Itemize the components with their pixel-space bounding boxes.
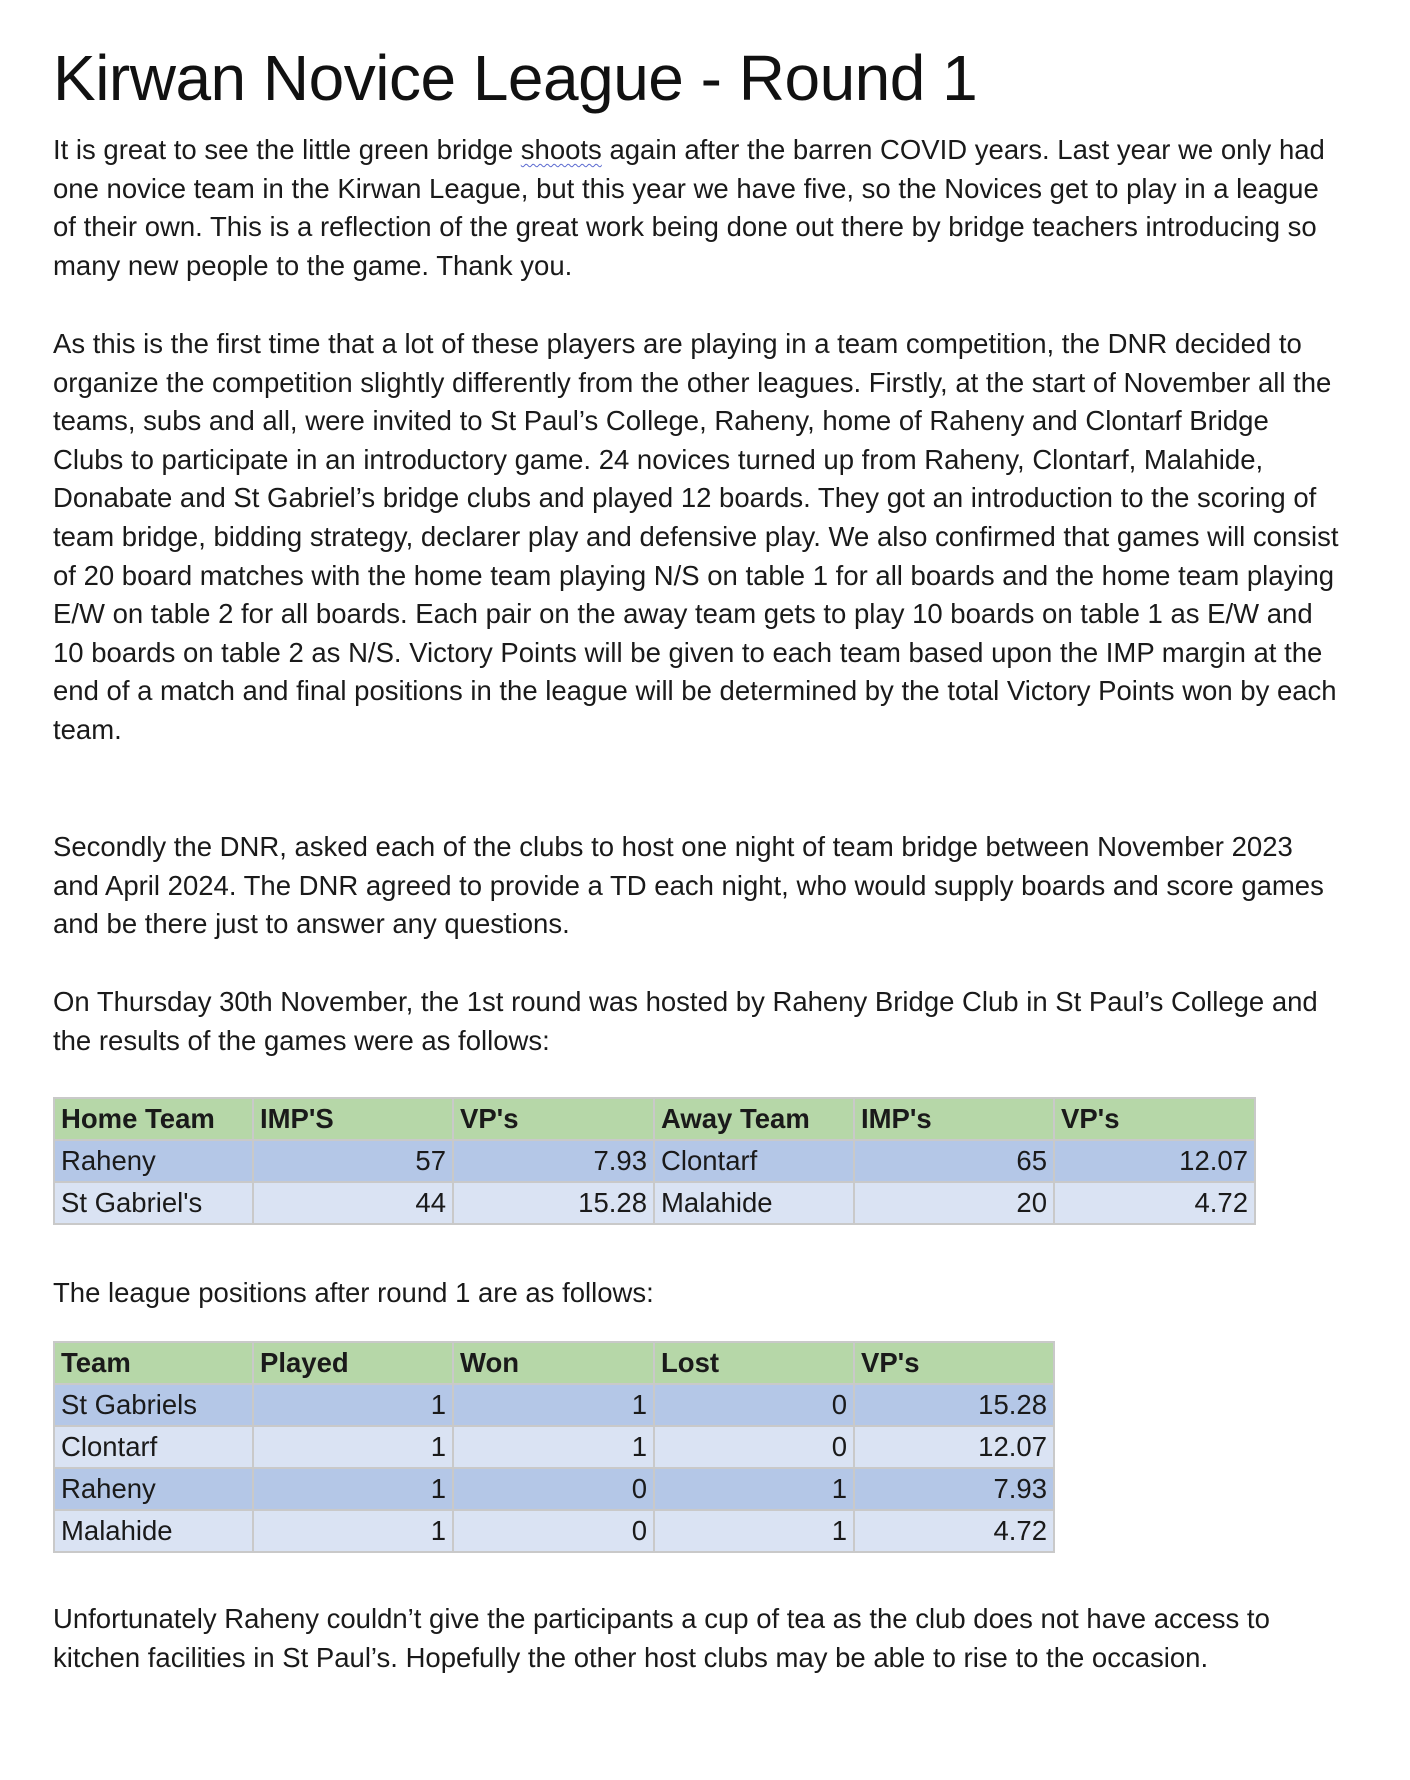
results-header-cell: VP's xyxy=(453,1098,654,1140)
home-team-cell: Raheny xyxy=(54,1140,253,1182)
paragraph-round1-intro: On Thursday 30th November, the 1st round was hosted by Raheny Bridge Club in St Paul’s College and the results of the games were as follows: xyxy=(53,986,1318,1056)
results-header-cell: VP's xyxy=(1054,1098,1255,1140)
paragraph-intro-text-b: again after the barren COVID years. Last year we only had one novice team in the Kirwan League, but this year we have five, so the Novices get to play in a league of their own. This is a reflection of the great work being done out there by bridge teachers introducing so many new people to the game. Thank you. xyxy=(53,134,1325,281)
played-cell: 1 xyxy=(253,1384,453,1426)
league-header-cell: Won xyxy=(453,1342,654,1384)
team-cell: Clontarf xyxy=(54,1426,253,1468)
team-cell: Raheny xyxy=(54,1468,253,1510)
home-imps-cell: 57 xyxy=(253,1140,453,1182)
vps-cell: 12.07 xyxy=(854,1426,1054,1468)
results-header-cell: Away Team xyxy=(654,1098,854,1140)
home-imps-cell: 44 xyxy=(253,1182,453,1224)
lost-cell: 0 xyxy=(654,1426,854,1468)
paragraph-hosting: Secondly the DNR, asked each of the clubs to host one night of team bridge between November 2023 and April 2024. The DNR agreed to provide a TD each night, who would supply boards and score games and be there just to answer any questions. xyxy=(53,831,1324,940)
results-header-cell: IMP's xyxy=(854,1098,1054,1140)
league-header-cell: Lost xyxy=(654,1342,854,1384)
away-imps-cell: 20 xyxy=(854,1182,1054,1224)
table-row xyxy=(54,1510,1054,1552)
paragraph-organization: As this is the first time that a lot of these players are playing in a team competition, the DNR decided to organize the competition slightly differently from the other leagues. Firstly, at the start of November all the teams, subs and all, were invited to St Paul’s College, Raheny, home of Raheny and Clontarf Bridge Clubs to participate in an introductory game. 24 novices turned up from Raheny, Clontarf, Malahide, Donabate and St Gabriel’s bridge clubs and played 12 boards. They got an introduction to the scoring of team bridge, bidding strategy, declarer play and defensive play. We also confirmed that games will consist of 20 board matches with the home team playing N/S on table 1 for all boards and the home team playing E/W on table 2 for all boards. Each pair on the away team gets to play 10 boards on table 1 as E/W and 10 boards on table 2 as N/S. Victory Points will be given to each team based upon the IMP margin at the end of a match and final positions in the league will be determined by the total Victory Points won by each team. xyxy=(53,328,1339,745)
table-row xyxy=(54,1182,1255,1224)
paragraph-league-intro: The league positions after round 1 are as follows: xyxy=(53,1277,654,1308)
results-header-cell: IMP'S xyxy=(253,1098,453,1140)
vps-cell: 7.93 xyxy=(854,1468,1054,1510)
away-team-cell: Malahide xyxy=(654,1182,854,1224)
team-cell: Malahide xyxy=(54,1510,253,1552)
league-header-cell: Team xyxy=(54,1342,253,1384)
home-vps-cell: 15.28 xyxy=(453,1182,654,1224)
vps-cell: 4.72 xyxy=(854,1510,1054,1552)
lost-cell: 1 xyxy=(654,1510,854,1552)
lost-cell: 0 xyxy=(654,1384,854,1426)
lost-cell: 1 xyxy=(654,1468,854,1510)
away-vps-cell: 4.72 xyxy=(1054,1182,1255,1224)
spellcheck-flagged-word[interactable]: shoots xyxy=(520,134,602,165)
team-cell: St Gabriels xyxy=(54,1384,253,1426)
table-row xyxy=(54,1426,1054,1468)
league-header-cell: Played xyxy=(253,1342,453,1384)
won-cell: 1 xyxy=(453,1426,654,1468)
table-row xyxy=(54,1140,1255,1182)
played-cell: 1 xyxy=(253,1510,453,1552)
played-cell: 1 xyxy=(253,1426,453,1468)
away-team-cell: Clontarf xyxy=(654,1140,854,1182)
paragraph-intro-text-a: It is great to see the little green bridge xyxy=(53,134,521,165)
results-table xyxy=(53,1097,1256,1225)
league-header-cell: VP's xyxy=(854,1342,1054,1384)
league-header-row xyxy=(54,1342,1054,1384)
results-header-row xyxy=(54,1098,1255,1140)
results-header-cell: Home Team xyxy=(54,1098,253,1140)
home-vps-cell: 7.93 xyxy=(453,1140,654,1182)
paragraph-intro xyxy=(53,131,1343,285)
vps-cell: 15.28 xyxy=(854,1384,1054,1426)
league-table xyxy=(53,1341,1055,1553)
won-cell: 0 xyxy=(453,1468,654,1510)
paragraph-closing: Unfortunately Raheny couldn’t give the participants a cup of tea as the club does not have access to kitchen facilities in St Paul’s. Hopefully the other host clubs may be able to rise to the occasion. xyxy=(53,1603,1270,1673)
table-row xyxy=(54,1468,1054,1510)
page-title: Kirwan Novice League - Round 1 xyxy=(53,42,978,114)
table-row xyxy=(54,1384,1054,1426)
won-cell: 1 xyxy=(453,1384,654,1426)
away-imps-cell: 65 xyxy=(854,1140,1054,1182)
played-cell: 1 xyxy=(253,1468,453,1510)
away-vps-cell: 12.07 xyxy=(1054,1140,1255,1182)
home-team-cell: St Gabriel's xyxy=(54,1182,253,1224)
won-cell: 0 xyxy=(453,1510,654,1552)
